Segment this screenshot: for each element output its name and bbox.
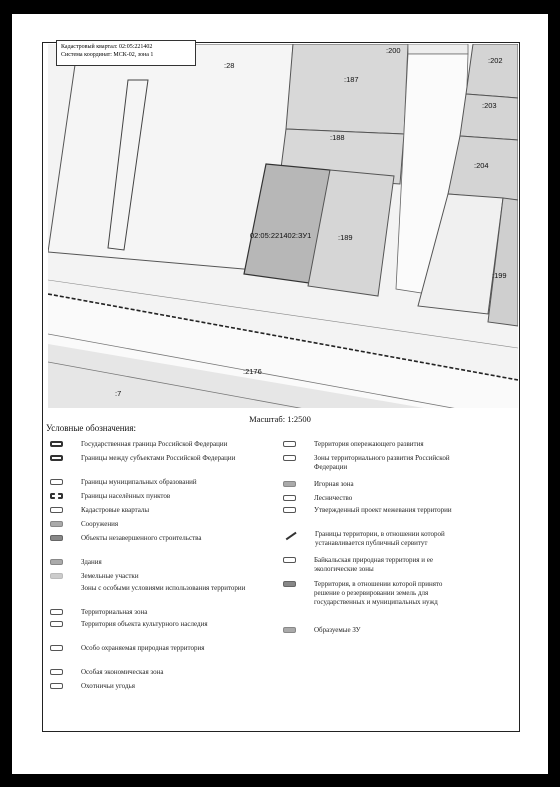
legend-swatch-icon (50, 573, 63, 579)
legend-item (50, 572, 260, 581)
legend-item (50, 506, 260, 515)
map-drawing (48, 44, 518, 408)
parcel-label: :188 (330, 133, 345, 142)
legend-item (283, 440, 463, 449)
legend-swatch-icon (50, 645, 63, 651)
legend-swatch-icon (50, 585, 63, 591)
legend-label: Утвержденный проект межевания территории (314, 506, 452, 514)
legend-item (283, 480, 463, 489)
legend-swatch-icon (50, 521, 63, 527)
legend-swatch-icon (283, 441, 296, 447)
legend-item (50, 534, 260, 543)
legend-item (50, 682, 260, 691)
legend-label: Границы муниципальных образований (81, 478, 197, 486)
cadastral-map[interactable] (48, 44, 518, 408)
parcel-label: :189 (338, 233, 353, 242)
legend-label: Территория опережающего развития (314, 440, 424, 448)
legend-swatch-icon (50, 609, 63, 615)
legend-label: Особо охраняемая природная территория (81, 644, 205, 652)
legend-item (50, 620, 260, 629)
legend-swatch-icon (50, 683, 63, 689)
legend-swatch-icon (50, 669, 63, 675)
legend-swatch-icon (283, 557, 296, 563)
legend-item (283, 454, 463, 472)
parcel-label: :2176 (243, 367, 262, 376)
map-scale: Масштаб: 1:2500 (249, 414, 311, 424)
parcel-label: :203 (482, 101, 497, 110)
legend-swatch-icon (50, 493, 63, 499)
legend-label: Лесничество (314, 494, 353, 502)
legend-swatch-icon (283, 481, 296, 487)
parcel-label: :199 (492, 271, 507, 280)
coords-label: Система координат: МСК-02, зона 1 (61, 52, 154, 58)
legend-label: Объекты незавершенного строительства (81, 534, 202, 542)
legend-swatch-icon (283, 581, 296, 587)
parcel-label: :202 (488, 56, 503, 65)
legend-label: Охотничьи угодья (81, 682, 135, 690)
quarter-label: Кадастровый квартал: 02:05:221402 (61, 44, 153, 50)
legend-swatch-icon (50, 621, 63, 627)
legend-label: Земельные участки (81, 572, 139, 580)
legend-title: Условные обозначения: (46, 423, 137, 433)
parcel-label: :187 (344, 75, 359, 84)
legend-swatch-icon (283, 495, 296, 501)
legend-label: Образуемые ЗУ (314, 626, 361, 634)
legend-item (50, 492, 260, 501)
legend-label: Зоны территориального развития Российской Федерации (314, 454, 450, 471)
legend-swatch-icon (50, 441, 63, 447)
legend-swatch-icon (50, 507, 63, 513)
legend-label: Границы населённых пунктов (81, 492, 171, 500)
legend-item (50, 644, 260, 653)
legend-label: Зоны с особыми условиями использования территории (81, 584, 246, 592)
legend-item (283, 494, 463, 503)
legend-swatch-icon (50, 455, 63, 461)
legend-item (50, 520, 260, 529)
legend-item (50, 454, 260, 463)
legend-item (283, 580, 463, 607)
map-info-box (56, 40, 196, 66)
legend-label: Особая экономическая зона (81, 668, 164, 676)
legend-item (50, 668, 260, 677)
legend-swatch-icon (283, 627, 296, 633)
legend-label: Байкальская природная территория и ее экологические зоны (314, 556, 433, 573)
legend-swatch-icon (283, 531, 297, 539)
legend-swatch-icon (283, 507, 296, 513)
legend-item (50, 558, 260, 567)
parcel-label: :7 (115, 389, 122, 398)
legend-item (283, 506, 463, 515)
legend-label: Границы между субъектами Российской Федерации (81, 454, 236, 462)
legend-label: Территориальная зона (81, 608, 148, 616)
legend-label: Сооружения (81, 520, 119, 528)
parcel-label: :28 (224, 61, 235, 70)
legend-label: Границы территории, в отношении которой устанавливается публичный сервитут (315, 530, 445, 547)
legend-label: Игорная зона (314, 480, 354, 488)
legend-swatch-icon (283, 455, 296, 461)
legend-label: Кадастровые кварталы (81, 506, 150, 514)
legend-item (50, 440, 260, 449)
legend-item (283, 556, 463, 574)
legend-item (50, 584, 260, 593)
legend-label: Государственная граница Российской Федерации (81, 440, 228, 448)
legend-swatch-icon (50, 479, 63, 485)
legend-swatch-icon (50, 535, 63, 541)
legend-label: Здания (81, 558, 102, 566)
parcel-label: :204 (474, 161, 489, 170)
parcel-label: :200 (386, 46, 401, 55)
parcel-label: 02:05:221402:ЗУ1 (250, 231, 312, 240)
legend-item (283, 626, 463, 635)
legend-swatch-icon (50, 559, 63, 565)
legend-label: Территория, в отношении которой принято решение о резервировании земель для государственных и муниципальных нужд (314, 580, 443, 606)
legend-item (283, 530, 463, 548)
legend-label: Территория объекта культурного наследия (81, 620, 208, 628)
legend-item (50, 478, 260, 487)
legend-item (50, 608, 260, 617)
